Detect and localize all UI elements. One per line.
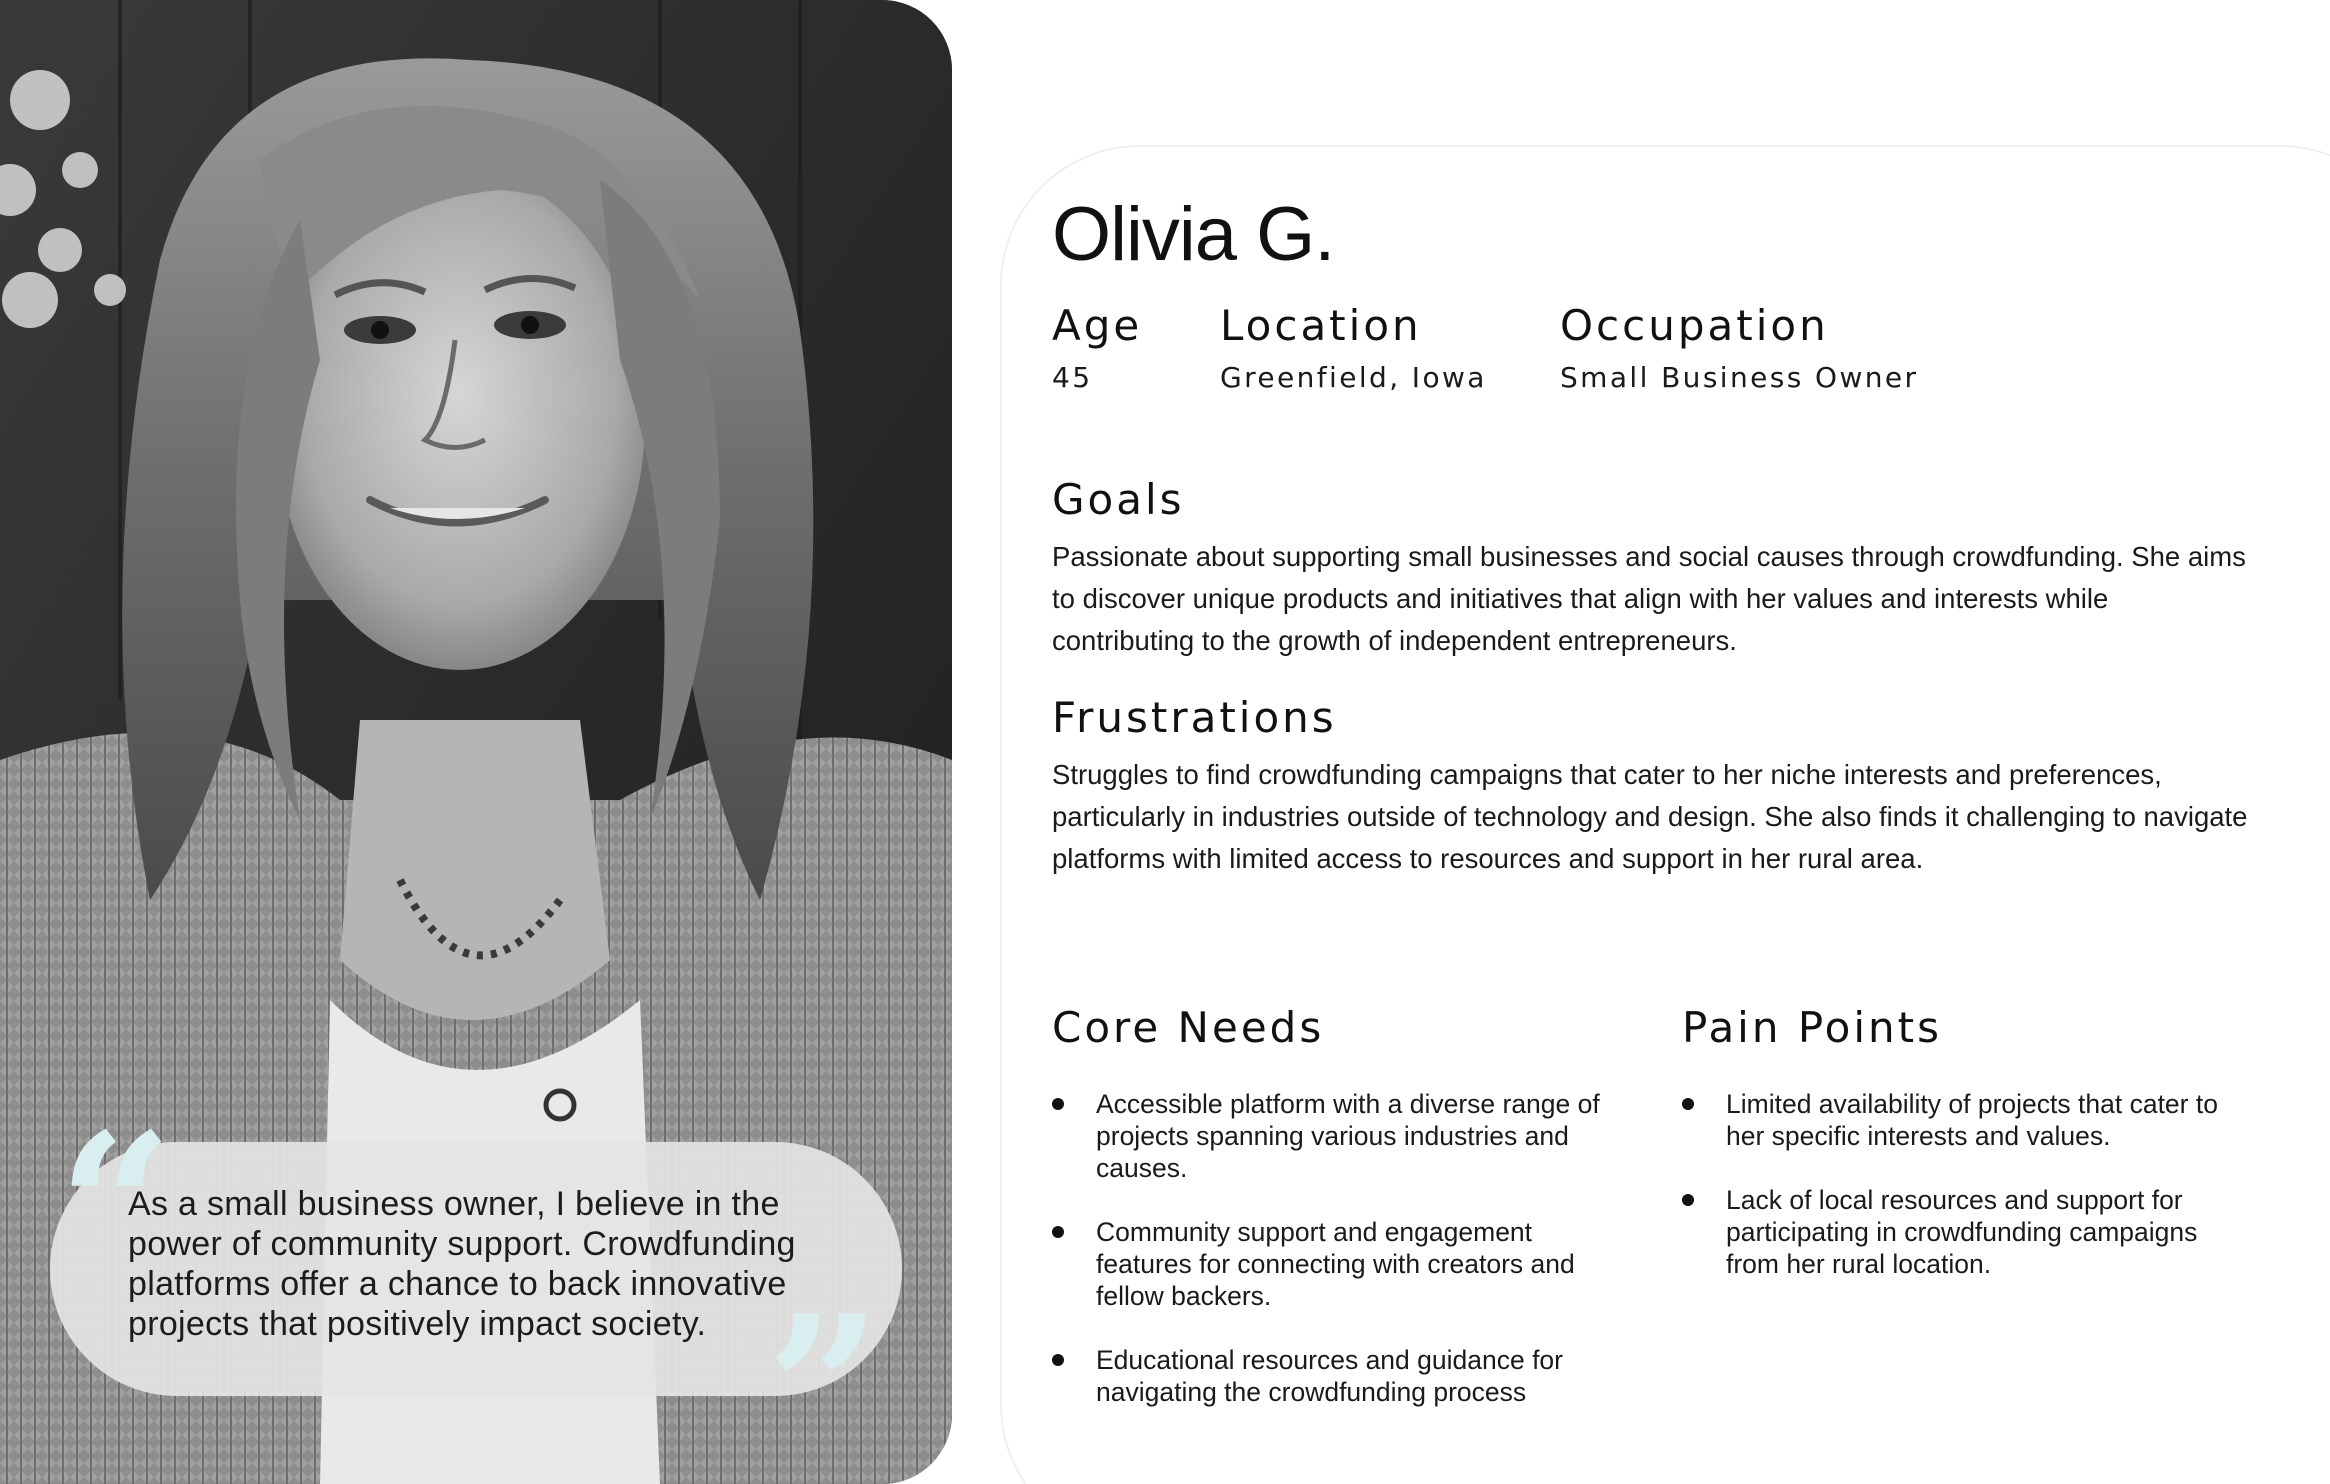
age-value: 45 xyxy=(1052,361,1093,394)
core-needs-heading: Core Needs xyxy=(1052,1003,1325,1052)
list-item xyxy=(1682,1088,2242,1152)
list-item xyxy=(1682,1184,2242,1280)
persona-name: Olivia G. xyxy=(1052,192,1335,277)
persona-quote: As a small business owner, I believe in the power of community support. Crowdfunding platforms offer a chance to back innovative projects that positively impact society. xyxy=(128,1185,796,1343)
pain-points-list xyxy=(1682,1088,2242,1312)
list-item-text: Limited availability of projects that cater to her specific interests and values. xyxy=(1726,1089,2218,1151)
core-needs-list xyxy=(1052,1088,1612,1440)
list-item xyxy=(1052,1344,1612,1408)
list-item-text: Community support and engagement features for connecting with creators and fellow backers. xyxy=(1096,1217,1575,1311)
open-quote-icon: “ xyxy=(58,1090,174,1325)
bullet-icon xyxy=(1052,1226,1064,1238)
list-item xyxy=(1052,1216,1612,1312)
bullet-icon xyxy=(1682,1098,1694,1110)
bullet-icon xyxy=(1682,1194,1694,1206)
bullet-icon xyxy=(1052,1354,1064,1366)
occupation-label: Occupation xyxy=(1560,301,1829,350)
frustrations-heading: Frustrations xyxy=(1052,693,1337,742)
location-value: Greenfield, Iowa xyxy=(1220,361,1487,394)
list-item-text: Accessible platform with a diverse range of projects spanning various industries and causes. xyxy=(1096,1089,1600,1183)
age-label: Age xyxy=(1052,301,1143,350)
list-item xyxy=(1052,1088,1612,1184)
goals-heading: Goals xyxy=(1052,475,1185,524)
occupation-value: Small Business Owner xyxy=(1560,361,1919,394)
bullet-icon xyxy=(1052,1098,1064,1110)
goals-text: Passionate about supporting small businesses and social causes through crowdfunding. She aims to discover unique products and initiatives that align with her values and interests while contributing to the growth of independent entrepreneurs. xyxy=(1052,541,2246,656)
list-item-text: Educational resources and guidance for navigating the crowdfunding process xyxy=(1096,1345,1563,1407)
location-label: Location xyxy=(1220,301,1422,350)
pain-points-heading: Pain Points xyxy=(1682,1003,1942,1052)
frustrations-text: Struggles to find crowdfunding campaigns that cater to her niche interests and preferences, particularly in industries outside of technology and design. She also finds it challenging to navigate platforms with limited access to resources and support in her rural area. xyxy=(1052,759,2248,874)
close-quote-icon: ” xyxy=(766,1272,882,1484)
list-item-text: Lack of local resources and support for participating in crowdfunding campaigns from her rural location. xyxy=(1726,1185,2198,1279)
